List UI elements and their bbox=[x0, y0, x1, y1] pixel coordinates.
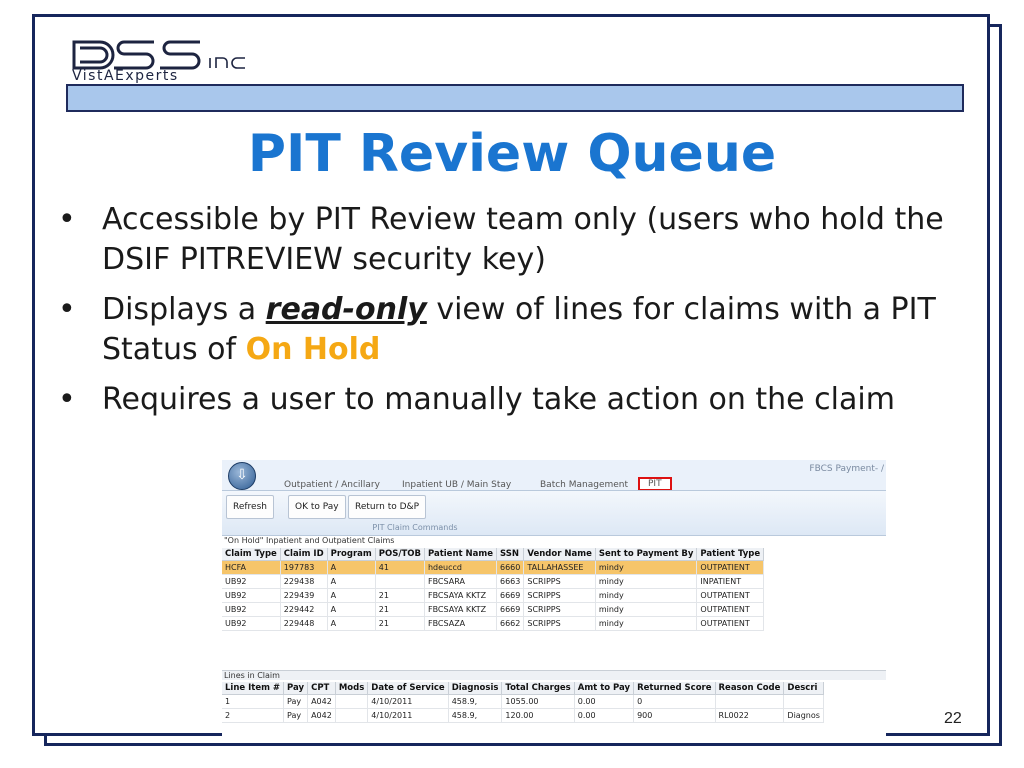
lines-column-header[interactable]: Diagnosis bbox=[448, 682, 502, 695]
claims-cell: A bbox=[327, 589, 375, 603]
claims-cell: 197783 bbox=[280, 561, 327, 575]
lines-column-header[interactable]: Date of Service bbox=[368, 682, 448, 695]
lines-body bbox=[222, 695, 823, 723]
claims-column-header[interactable]: Patient Type bbox=[697, 548, 764, 561]
claims-header-row bbox=[222, 548, 764, 561]
lines-column-header[interactable]: CPT bbox=[308, 682, 336, 695]
claims-column-header[interactable]: Program bbox=[327, 548, 375, 561]
lines-row[interactable] bbox=[222, 695, 823, 709]
claims-cell: FBCSAZA bbox=[424, 617, 496, 631]
lines-column-header[interactable]: Total Charges bbox=[502, 682, 574, 695]
claims-row[interactable] bbox=[222, 575, 764, 589]
claims-cell: SCRIPPS bbox=[524, 603, 595, 617]
refresh-button[interactable]: Refresh bbox=[226, 495, 274, 519]
lines-column-header[interactable]: Pay bbox=[284, 682, 308, 695]
read-only-emphasis: read-only bbox=[265, 292, 427, 327]
claims-cell: TALLAHASSEE bbox=[524, 561, 595, 575]
tab-pit[interactable]: PIT bbox=[638, 477, 672, 491]
page-number: 22 bbox=[944, 710, 962, 727]
claims-row[interactable] bbox=[222, 561, 764, 575]
claims-column-header[interactable]: Patient Name bbox=[424, 548, 496, 561]
lines-cell: 900 bbox=[634, 709, 715, 723]
slide-title: PIT Review Queue bbox=[247, 124, 777, 184]
claims-cell: mindy bbox=[595, 589, 697, 603]
app-screenshot bbox=[222, 460, 886, 740]
claims-cell: SCRIPPS bbox=[524, 589, 595, 603]
tab-batch-management[interactable]: Batch Management bbox=[540, 480, 629, 490]
claims-cell: 6662 bbox=[497, 617, 524, 631]
claims-cell: 6669 bbox=[497, 589, 524, 603]
lines-cell bbox=[715, 695, 784, 709]
on-hold-status: On Hold bbox=[245, 332, 381, 367]
claims-group-label: "On Hold" Inpatient and Outpatient Claims bbox=[224, 536, 395, 545]
logo-tagline: VistAExperts bbox=[72, 68, 179, 84]
claims-cell: 229442 bbox=[280, 603, 327, 617]
claims-cell: INPATIENT bbox=[697, 575, 764, 589]
bullet-item bbox=[58, 380, 978, 420]
claims-row[interactable] bbox=[222, 617, 764, 631]
claims-column-header[interactable]: Claim ID bbox=[280, 548, 327, 561]
lines-cell: 0.00 bbox=[574, 695, 633, 709]
claims-cell: mindy bbox=[595, 575, 697, 589]
lines-cell bbox=[335, 695, 367, 709]
claims-cell: OUTPATIENT bbox=[697, 603, 764, 617]
claims-cell: 229438 bbox=[280, 575, 327, 589]
claims-cell: 6669 bbox=[497, 603, 524, 617]
lines-column-header[interactable]: Returned Score bbox=[634, 682, 715, 695]
tab-outpatient[interactable]: Outpatient / Ancillary bbox=[284, 480, 380, 490]
bullet-item bbox=[58, 200, 978, 280]
claims-cell: UB92 bbox=[222, 589, 280, 603]
claims-cell: OUTPATIENT bbox=[697, 617, 764, 631]
ribbon-group-caption: PIT Claim Commands bbox=[372, 523, 458, 532]
claims-cell: UB92 bbox=[222, 617, 280, 631]
lines-cell: Pay bbox=[284, 695, 308, 709]
lines-cell: A042 bbox=[308, 709, 336, 723]
lines-cell: 120.00 bbox=[502, 709, 574, 723]
bullet-dot: • bbox=[58, 382, 76, 417]
lines-cell: Pay bbox=[284, 709, 308, 723]
claims-cell: mindy bbox=[595, 617, 697, 631]
claims-cell: A bbox=[327, 575, 375, 589]
claims-column-header[interactable]: Claim Type bbox=[222, 548, 280, 561]
bullet-text-mid: view of lines for claims with a PIT Status of bbox=[102, 292, 936, 367]
claims-cell bbox=[375, 575, 424, 589]
claims-cell: 21 bbox=[375, 617, 424, 631]
tab-inpatient[interactable]: Inpatient UB / Main Stay bbox=[402, 480, 512, 490]
claims-cell: SCRIPPS bbox=[524, 575, 595, 589]
bullet-item bbox=[58, 290, 978, 370]
bullet-dot: • bbox=[58, 292, 76, 327]
lines-cell: 4/10/2011 bbox=[368, 695, 448, 709]
lines-cell: 4/10/2011 bbox=[368, 709, 448, 723]
claims-cell: 6663 bbox=[497, 575, 524, 589]
claims-cell: OUTPATIENT bbox=[697, 589, 764, 603]
lines-row[interactable] bbox=[222, 709, 823, 723]
claims-cell: A bbox=[327, 561, 375, 575]
ribbon bbox=[222, 490, 886, 536]
lines-cell: 458.9, bbox=[448, 695, 502, 709]
claims-cell: 21 bbox=[375, 603, 424, 617]
lines-cell: A042 bbox=[308, 695, 336, 709]
claims-cell: mindy bbox=[595, 561, 697, 575]
app-title: FBCS Payment- / bbox=[809, 464, 884, 474]
claims-cell: OUTPATIENT bbox=[697, 561, 764, 575]
lines-cell: RL0022 bbox=[715, 709, 784, 723]
claims-column-header[interactable]: SSN bbox=[497, 548, 524, 561]
lines-column-header[interactable]: Amt to Pay bbox=[574, 682, 633, 695]
claims-cell: 229448 bbox=[280, 617, 327, 631]
lines-cell bbox=[784, 695, 824, 709]
claims-cell: A bbox=[327, 603, 375, 617]
lines-cell: 0.00 bbox=[574, 709, 633, 723]
claims-cell: 229439 bbox=[280, 589, 327, 603]
header-bar bbox=[66, 84, 964, 112]
ok-to-pay-button[interactable]: OK to Pay bbox=[288, 495, 346, 519]
lines-table bbox=[222, 682, 824, 723]
lines-column-header[interactable]: Line Item # bbox=[222, 682, 284, 695]
bullet-list bbox=[58, 200, 978, 430]
claims-cell: UB92 bbox=[222, 575, 280, 589]
claims-row[interactable] bbox=[222, 589, 764, 603]
back-button[interactable] bbox=[228, 462, 256, 490]
claims-cell: mindy bbox=[595, 603, 697, 617]
claims-body bbox=[222, 561, 764, 631]
bullet-text: Requires a user to manually take action on the claim bbox=[102, 382, 895, 417]
claims-cell: hdeuccd bbox=[424, 561, 496, 575]
lines-cell: 2 bbox=[222, 709, 284, 723]
claims-cell: FBCSAYA KKTZ bbox=[424, 603, 496, 617]
lines-cell: 1 bbox=[222, 695, 284, 709]
claims-column-header[interactable]: Vendor Name bbox=[524, 548, 595, 561]
back-arrow-icon: ⇩ bbox=[236, 467, 248, 483]
claims-cell: A bbox=[327, 617, 375, 631]
bullet-text-pre: Displays a bbox=[102, 292, 266, 327]
return-to-dp-button[interactable]: Return to D&P bbox=[348, 495, 426, 519]
lines-cell: 0 bbox=[634, 695, 715, 709]
lines-cell bbox=[335, 709, 367, 723]
bullet-text: Accessible by PIT Review team only (users who hold the DSIF PITREVIEW security key) bbox=[102, 202, 944, 277]
claims-cell: 6660 bbox=[497, 561, 524, 575]
claims-cell: UB92 bbox=[222, 603, 280, 617]
lines-group-label: Lines in Claim bbox=[222, 670, 886, 680]
claims-column-header[interactable]: POS/TOB bbox=[375, 548, 424, 561]
lines-header-row bbox=[222, 682, 823, 695]
lines-column-header[interactable]: Reason Code bbox=[715, 682, 784, 695]
claims-cell: SCRIPPS bbox=[524, 617, 595, 631]
claims-cell: FBCSAYA KKTZ bbox=[424, 589, 496, 603]
claims-column-header[interactable]: Sent to Payment By bbox=[595, 548, 697, 561]
claims-cell: HCFA bbox=[222, 561, 280, 575]
claims-cell: 21 bbox=[375, 589, 424, 603]
claims-cell: 41 bbox=[375, 561, 424, 575]
lines-cell: 458.9, bbox=[448, 709, 502, 723]
claims-cell: FBCSARA bbox=[424, 575, 496, 589]
bullet-dot: • bbox=[58, 202, 76, 237]
claims-table bbox=[222, 548, 764, 631]
lines-cell: Diagnos bbox=[784, 709, 824, 723]
app-header bbox=[222, 460, 886, 490]
claims-row[interactable] bbox=[222, 603, 764, 617]
lines-column-header[interactable]: Descri bbox=[784, 682, 824, 695]
lines-column-header[interactable]: Mods bbox=[335, 682, 367, 695]
lines-cell: 1055.00 bbox=[502, 695, 574, 709]
